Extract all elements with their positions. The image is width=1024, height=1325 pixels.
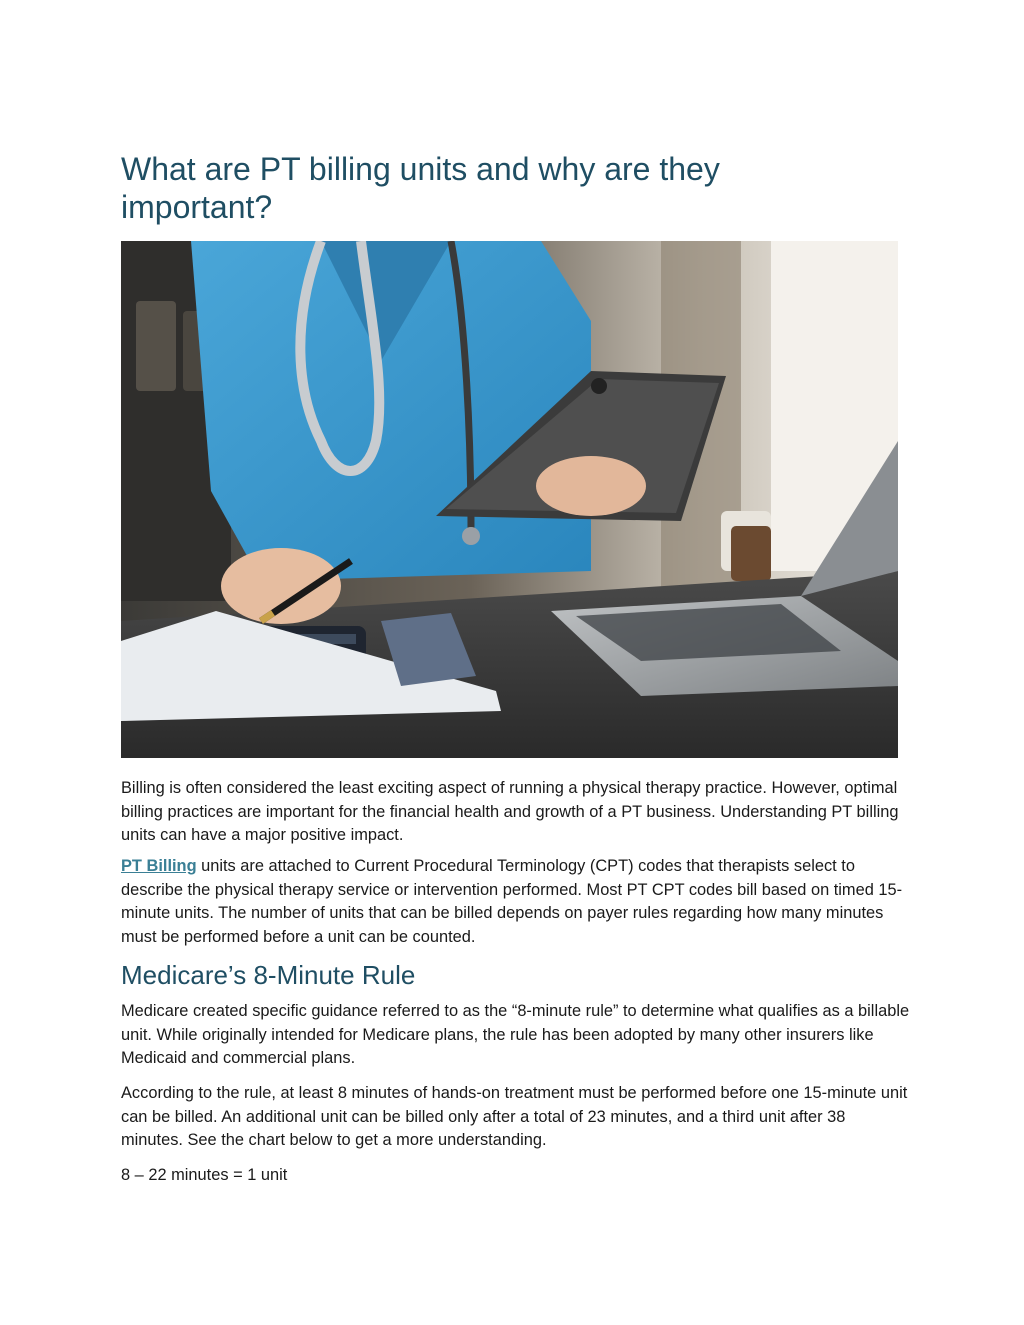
clinician-billing-photo <box>121 241 898 758</box>
cpt-paragraph <box>121 855 911 949</box>
section-heading-8-minute-rule: Medicare’s 8-Minute Rule <box>121 960 416 990</box>
pt-billing-link[interactable]: PT Billing <box>121 857 197 875</box>
units-paragraph: According to the rule, at least 8 minutes of hands-on treatment must be performed before one 15-minute unit can be billed. An additional unit can be billed only after a total of 23 minutes, and a third unit after 38 minutes. See the chart below to get a more understanding. <box>121 1084 908 1149</box>
units-line-1: 8 – 22 minutes = 1 unit <box>121 1166 288 1184</box>
page-title: What are PT billing units and why are they important? <box>121 151 720 225</box>
rule-paragraph: Medicare created specific guidance referred to as the “8-minute rule” to determine what qualifies as a billable unit. While originally intended for Medicare plans, the rule has been adopted by many other insurers like Medicaid and commercial plans. <box>121 1002 910 1067</box>
intro-paragraph: Billing is often considered the least exciting aspect of running a physical therapy practice. However, optimal billing practices are important for the financial health and growth of a PT business. Understanding PT billing units can have a major positive impact. <box>121 779 899 844</box>
cpt-paragraph-text: units are attached to Current Procedural Terminology (CPT) codes that therapists select to describe the physical therapy service or intervention performed. Most PT CPT codes bill based on timed 15-minute units. The number of units that can be billed depends on payer rules regarding how many minutes must be performed before a unit can be counted. <box>121 857 903 946</box>
